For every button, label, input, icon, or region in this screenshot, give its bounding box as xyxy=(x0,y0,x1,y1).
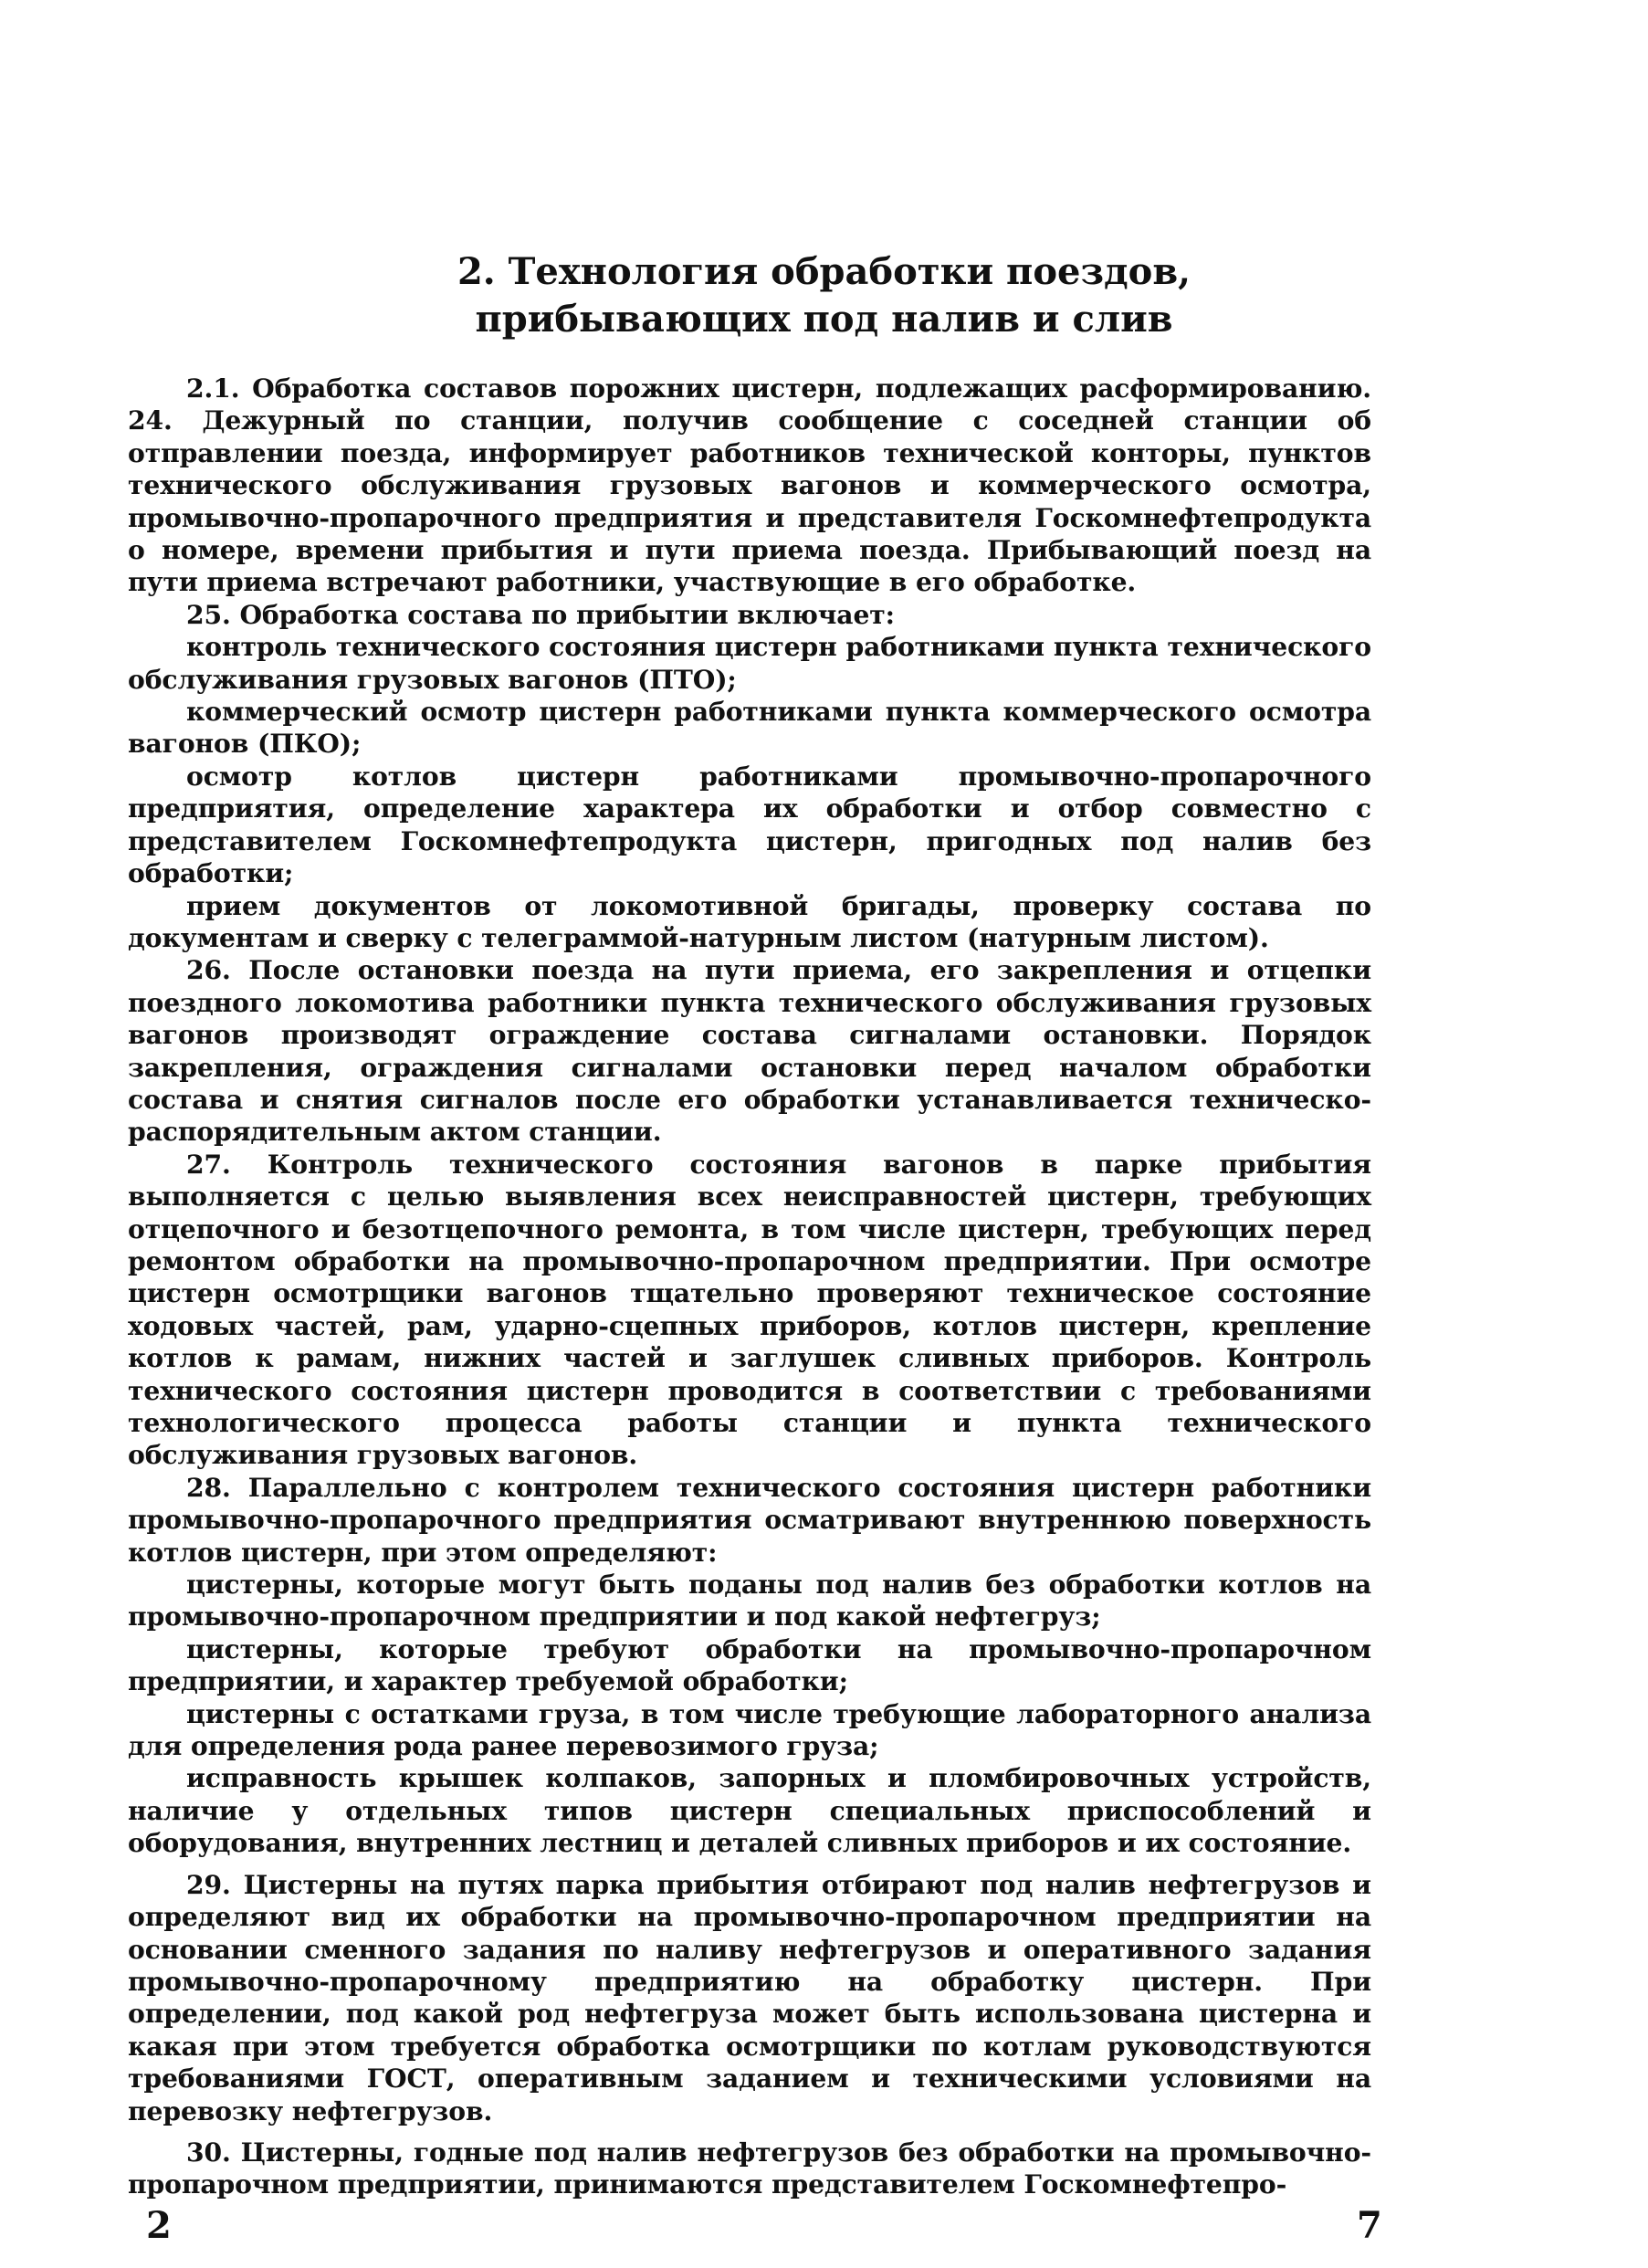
paragraph-29: 29. Цистерны на путях парка прибытия отбирают под налив нефтегрузов и определяют вид их обработки на промывочно-пропарочном предприятии на основании сменного задания по наливу нефтегрузов и оперативного задания промывочно-пропарочному предприятию на обработку цистерн. При определении, под какой род нефтегруза может быть использована цистерна и какая при этом требуется обработка осмотрщики по котлам руководствуются требованиями ГОСТ, оперативным заданием и техническими условиями на перевозку нефтегрузов. xyxy=(128,1869,1371,2126)
section-title-line-1: 2. Технология обработки поездов, xyxy=(457,250,1191,293)
list-item-pko: коммерческий осмотр цистерн работниками пункта коммерческого осмотра вагонов (ПКО); xyxy=(128,697,1371,760)
list-item-cargo-residue: цистерны с остатками груза, в том числе требующие лабораторного анализа для определения рода ранее перевозимого груза; xyxy=(128,1698,1371,1762)
paragraph-2-1: 2.1. Обработка составов порожних цистерн, подлежащих расформированию. 24. Дежурный по станции, получив сообщение с соседней станции об отправлении поезда, информирует работников технической конторы, пунктов технического обслуживания грузовых вагонов и коммерческого осмотра, промывочно-пропарочного предприятия и представителя Госкомнефтепродукта о номере, времени прибытия и пути приема поезда. Прибывающий поезд на пути приема встречают работники, участвующие в его обработке. xyxy=(128,373,1371,598)
section-title xyxy=(0,248,1648,343)
paragraph-28: 28. Параллельно с контролем технического состояния цистерн работники промывочно-пропарочного предприятия осматривают внутреннюю поверхность котлов цистерн, при этом определяют: xyxy=(128,1472,1371,1568)
body-text xyxy=(128,373,1371,2201)
paragraph-25: 25. Обработка состава по прибытии включает: xyxy=(186,599,895,630)
list-item-documents: прием документов от локомотивной бригады, проверку состава по документам и сверку с телеграммой-натурным листом (натурным листом). xyxy=(128,890,1371,953)
list-item-boiler-inspection: осмотр котлов цистерн работниками промывочно-пропарочного предприятия, определение характера их обработки и отбор совместно с представителем Госкомнефтепродукта цистерн, пригодных под налив без обработки; xyxy=(128,761,1371,889)
page-number-left: 2 xyxy=(146,2204,172,2247)
paragraph-30: 30. Цистерны, годные под налив нефтегрузов без обработки на промывочно-пропарочном предприятии, принимаются представителем Госкомнефтепро- xyxy=(128,2137,1371,2200)
paragraph-27: 27. Контроль технического состояния вагонов в парке прибытия выполняется с целью выявления всех неисправностей цистерн, требующих отцепочного и безотцепочного ремонта, в том числе цистерн, требующих перед ремонтом обработки на промывочно-пропарочном предприятии. При осмотре цистерн осмотрщики вагонов тщательно проверяют техническое состояние ходовых частей, рам, ударно-сцепных приборов, котлов цистерн, крепление котлов к рамам, нижних частей и заглушек сливных приборов. Контроль технического состояния цистерн проводится в соответствии с требованиями технологического процесса работы станции и пункта технического обслуживания грузовых вагонов. xyxy=(128,1149,1371,1471)
page-number-right: 7 xyxy=(1357,2204,1382,2247)
list-item-no-treatment: цистерны, которые могут быть поданы под налив без обработки котлов на промывочно-пропарочном предприятии и под какой нефтегруз; xyxy=(128,1570,1371,1633)
list-item-requires-treatment: цистерны, которые требуют обработки на промывочно-пропарочном предприятии, и характер требуемой обработки; xyxy=(128,1633,1371,1697)
list-item-hatch-condition: исправность крышек колпаков, запорных и пломбировочных устройств, наличие у отдельных типов цистерн специальных приспособлений и оборудования, внутренних лестниц и деталей сливных приборов и их состояние. xyxy=(128,1763,1371,1859)
paragraph-26: 26. После остановки поезда на пути приема, его закрепления и отцепки поездного локомотива работники пункта технического обслуживания грузовых вагонов производят ограждение состава сигналами остановки. Порядок закрепления, ограждения сигналами остановки перед началом обработки состава и снятия сигналов после его обработки устанавливается техническо-распорядительным актом станции. xyxy=(128,955,1371,1148)
list-item-pto: контроль технического состояния цистерн работниками пункта технического обслуживания грузовых вагонов (ПТО); xyxy=(128,632,1371,695)
section-title-line-2: прибывающих под налив и слив xyxy=(475,298,1173,341)
